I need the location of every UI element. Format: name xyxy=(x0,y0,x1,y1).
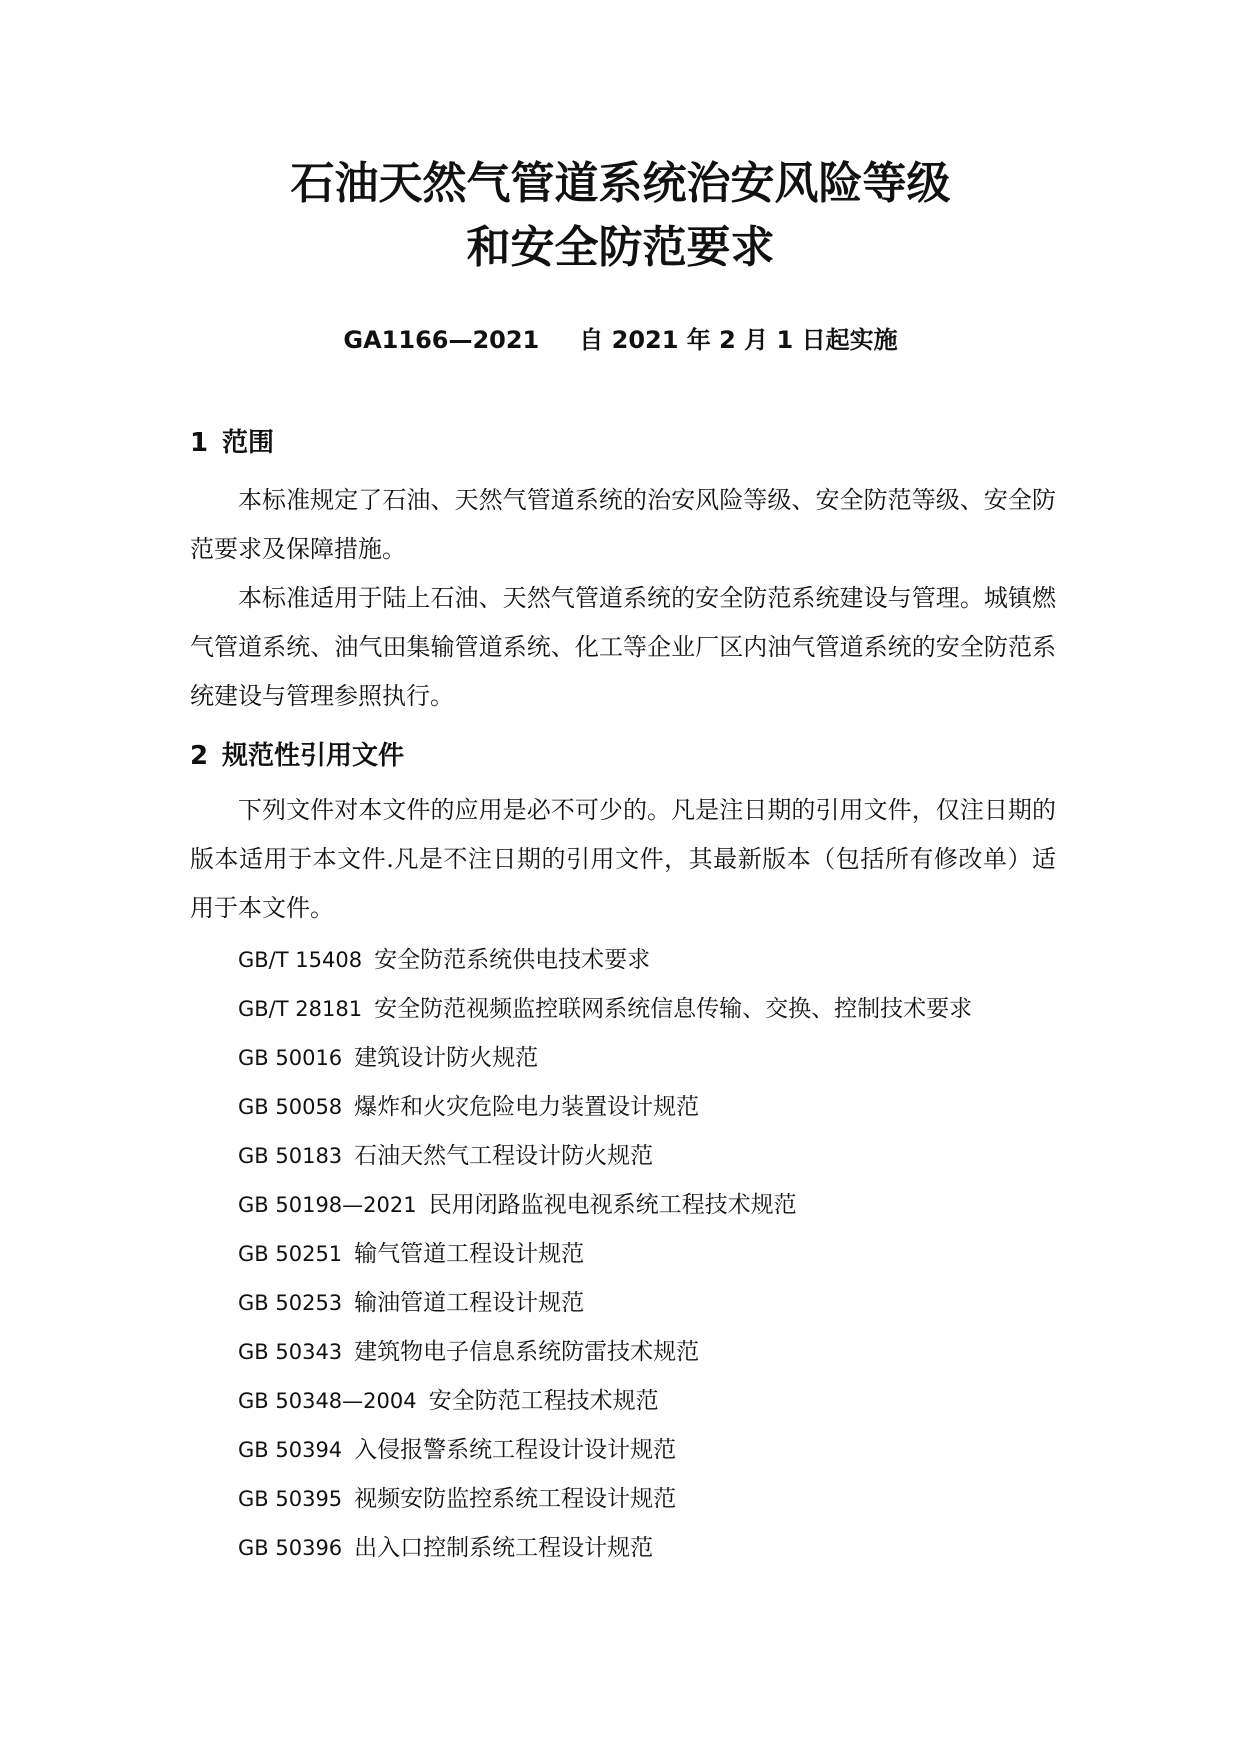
reference-title: 爆炸和火灾危险电力装置设计规范 xyxy=(354,1094,700,1120)
section-title: 规范性引用文件 xyxy=(222,741,405,771)
reference-item xyxy=(238,936,972,985)
reference-code: GB/T 15408 xyxy=(238,948,363,972)
paragraph: 本标准规定了石油、天然气管道系统的治安风险等级、安全防范等级、安全防范要求及保障措施。 xyxy=(190,486,1056,563)
reference-code: GB 50396 xyxy=(238,1536,343,1560)
reference-title: 安全防范视频监控联网系统信息传输、交换、控制技术要求 xyxy=(374,996,973,1022)
section-number: 2 xyxy=(190,741,209,771)
reference-title: 输油管道工程设计规范 xyxy=(354,1290,585,1316)
reference-title: 石油天然气工程设计防火规范 xyxy=(354,1143,654,1169)
reference-list xyxy=(238,936,972,1573)
reference-title: 安全防范系统供电技术要求 xyxy=(374,947,651,973)
reference-code: GB 50395 xyxy=(238,1487,343,1511)
reference-title: 安全防范工程技术规范 xyxy=(428,1388,659,1414)
reference-item xyxy=(238,1475,972,1524)
section-heading-scope xyxy=(190,424,274,462)
reference-title: 输气管道工程设计规范 xyxy=(354,1241,585,1267)
reference-code: GB 50183 xyxy=(238,1144,343,1168)
reference-title: 建筑设计防火规范 xyxy=(354,1045,539,1071)
reference-code: GB 50198—2021 xyxy=(238,1193,417,1217)
section-number: 1 xyxy=(190,428,209,458)
section-heading-normative-references xyxy=(190,737,404,775)
document-title-line-1: 石油天然气管道系统治安风险等级 xyxy=(290,158,951,209)
reference-item xyxy=(238,1181,972,1230)
reference-title: 入侵报警系统工程设计设计规范 xyxy=(354,1437,677,1463)
reference-code: GB/T 28181 xyxy=(238,997,363,1021)
reference-item xyxy=(238,1230,972,1279)
paragraph: 本标准适用于陆上石油、天然气管道系统的安全防范系统建设与管理。城镇燃气管道系统、油气田集输管道系统、化工等企业厂区内油气管道系统的安全防范系统建设与管理参照执行。 xyxy=(190,584,1056,710)
reference-item xyxy=(238,1034,972,1083)
reference-item xyxy=(238,1426,972,1475)
paragraph: 下列文件对本文件的应用是必不可少的。凡是注日期的引用文件，仅注日期的版本适用于本文件.凡是不注日期的引用文件，其最新版本（包括所有修改单）适用于本文件。 xyxy=(190,796,1056,922)
reference-code: GB 50253 xyxy=(238,1291,343,1315)
reference-code: GB 50394 xyxy=(238,1438,343,1462)
section-title: 范围 xyxy=(222,428,275,458)
reference-title: 建筑物电子信息系统防雷技术规范 xyxy=(354,1339,700,1365)
standard-code: GA1166—2021 xyxy=(343,326,540,354)
reference-code: GB 50016 xyxy=(238,1046,343,1070)
reference-item xyxy=(238,1279,972,1328)
reference-item xyxy=(238,985,972,1034)
standard-info xyxy=(0,322,1241,358)
reference-item xyxy=(238,1328,972,1377)
reference-title: 民用闭路监视电视系统工程技术规范 xyxy=(428,1192,797,1218)
reference-item xyxy=(238,1083,972,1132)
reference-code: GB 50251 xyxy=(238,1242,343,1266)
reference-code: GB 50348—2004 xyxy=(238,1389,417,1413)
reference-title: 出入口控制系统工程设计规范 xyxy=(354,1535,654,1561)
reference-item xyxy=(238,1377,972,1426)
reference-item xyxy=(238,1132,972,1181)
reference-item xyxy=(238,1524,972,1573)
document-title-line-2: 和安全防范要求 xyxy=(466,222,775,273)
reference-code: GB 50058 xyxy=(238,1095,343,1119)
reference-code: GB 50343 xyxy=(238,1340,343,1364)
reference-title: 视频安防监控系统工程设计规范 xyxy=(354,1486,677,1512)
effective-date: 自 2021 年 2 月 1 日起实施 xyxy=(579,326,898,354)
